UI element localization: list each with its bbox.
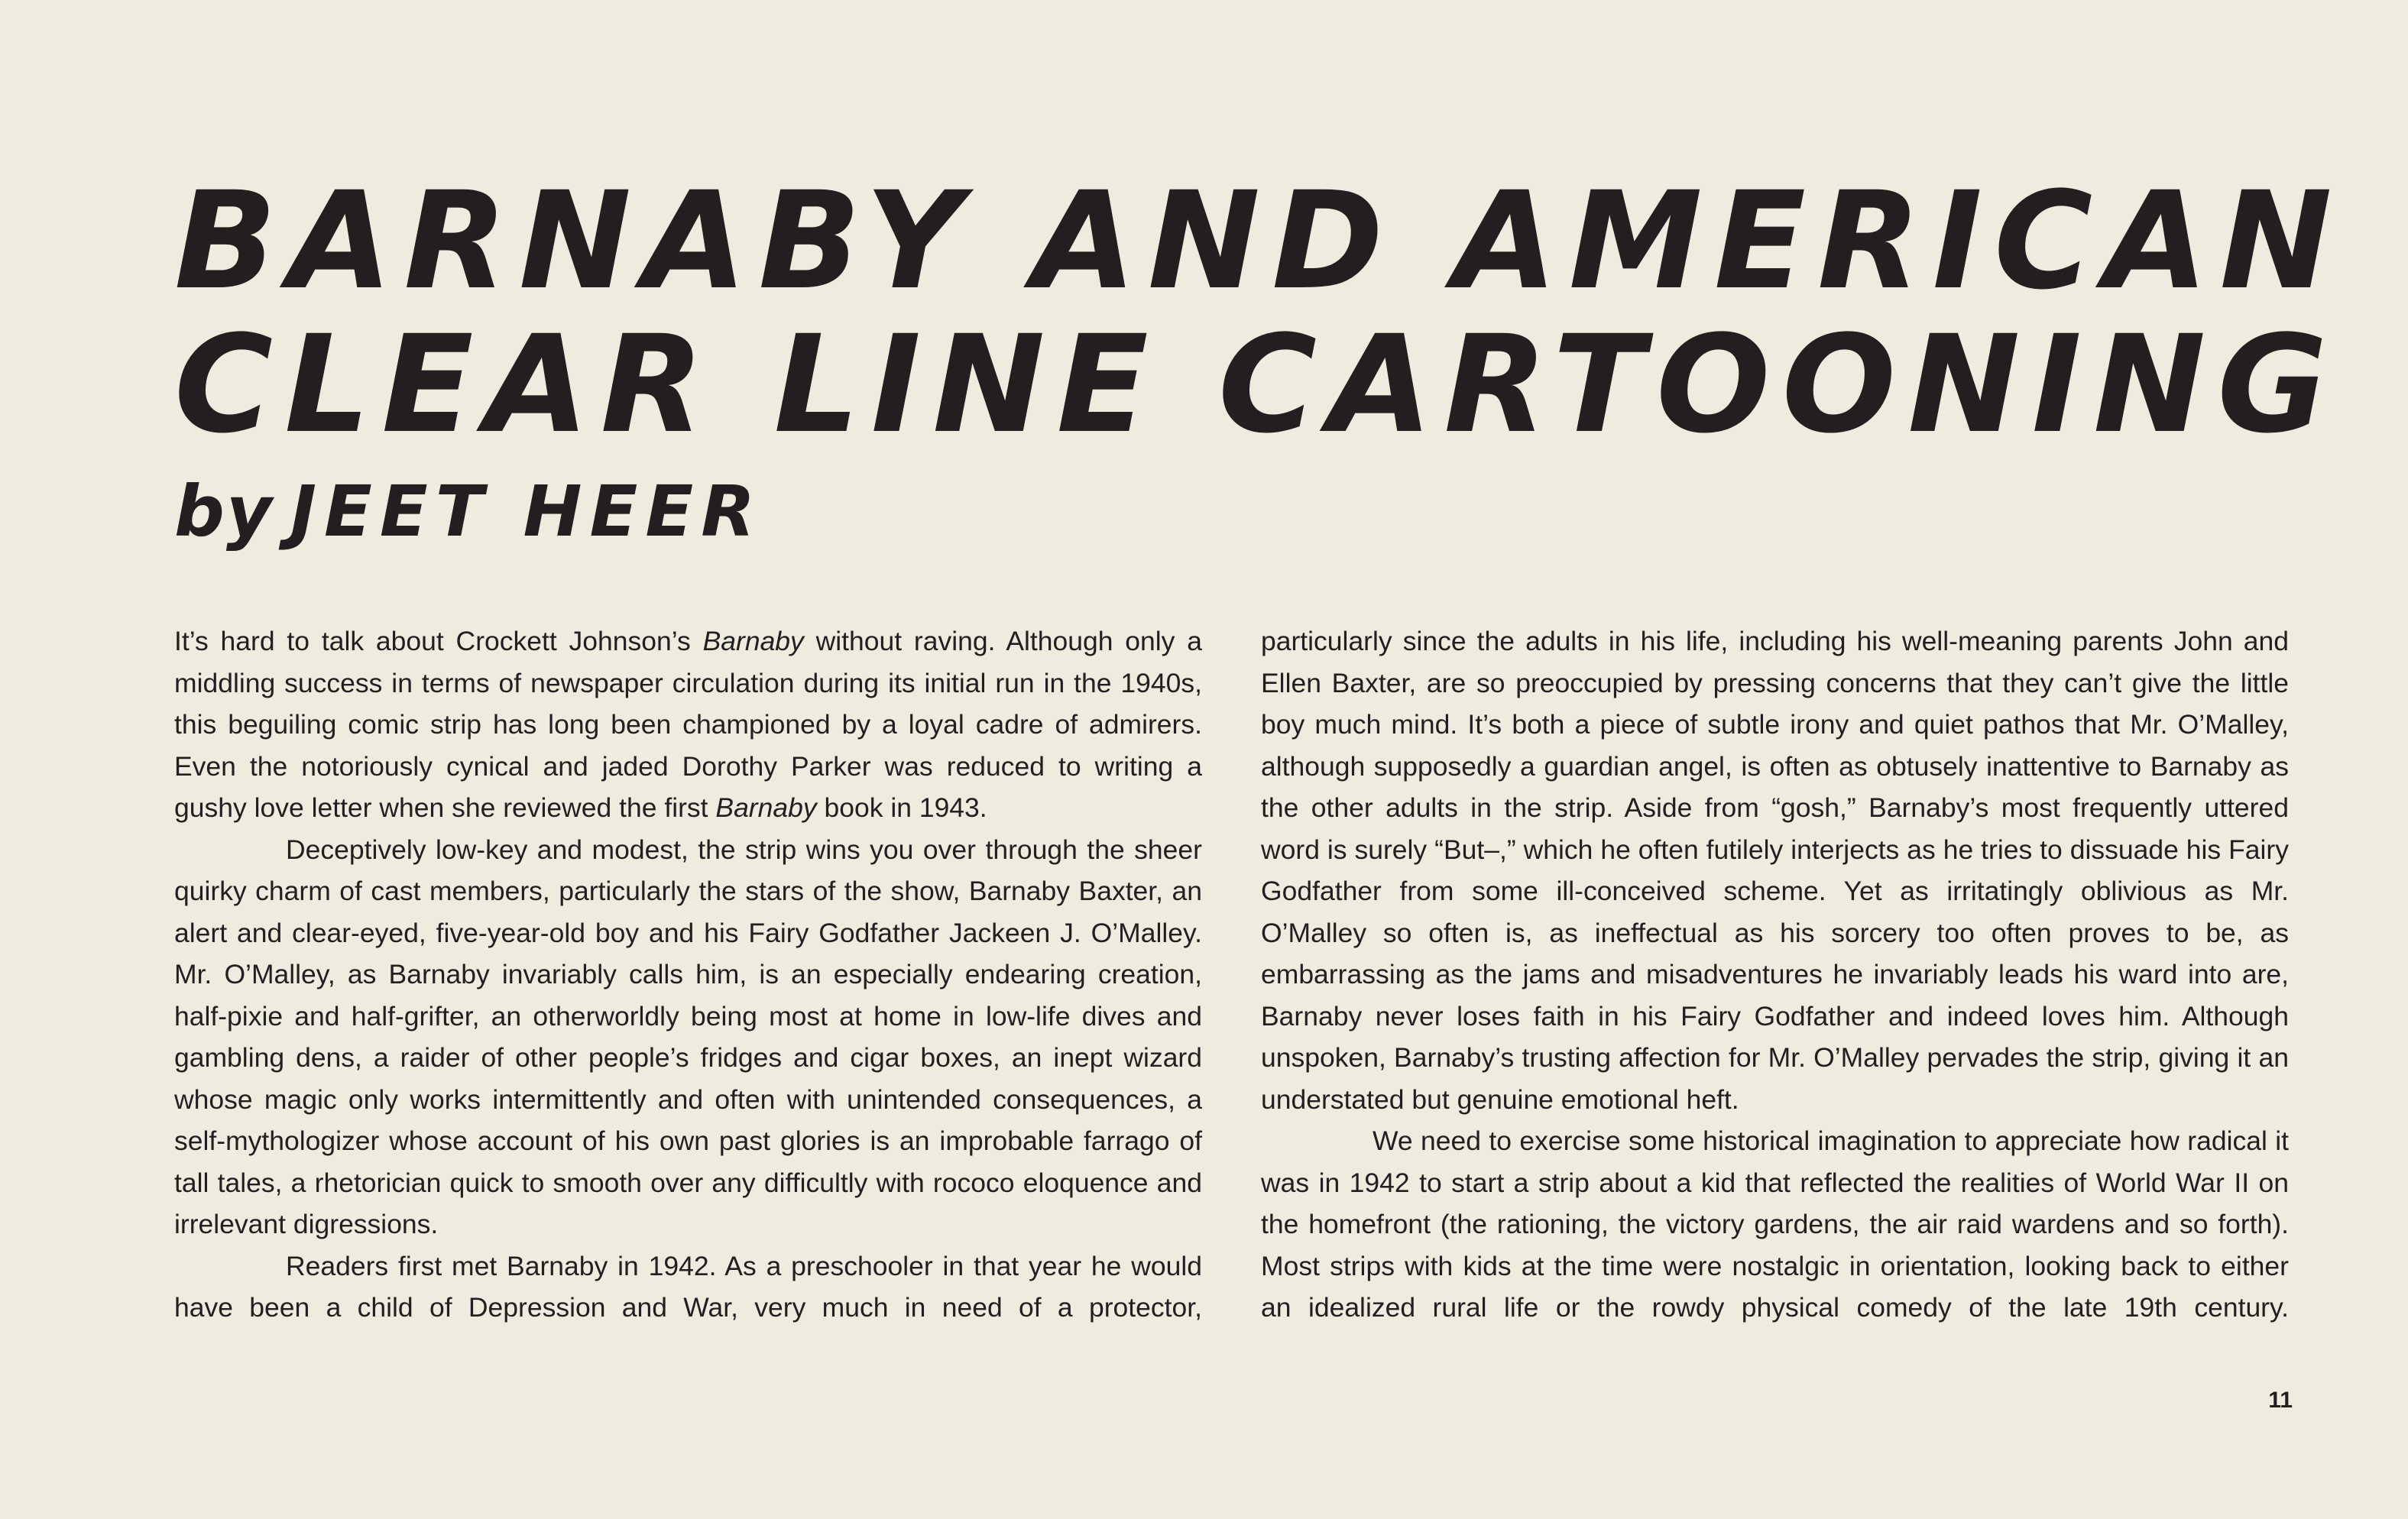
text-run: without raving. Although only a middling success in terms of newspaper circulation during its initial run in the 1940s, this beguiling comic strip has long been championed by a loyal cadre of admirers. Even the notoriously cynical and jaded Dorothy Parker was reduced to writing a gushy love letter when she reviewed the first: [174, 626, 1202, 823]
text-run: It’s hard to talk about Crockett Johnson’s: [174, 626, 703, 656]
paragraph: particularly since the adults in his life, including his well-meaning parents John and Ellen Baxter, are so preoccupied by pressing concerns that they can’t give the little boy much mind. It’s both a piece of subtle irony and quiet pathos that Mr. O’Malley, although supposedly a guardian angel, is often as obtusely inattentive to Barnaby as the other adults in the strip. Aside from “gosh,” Barnaby’s most frequently uttered word is surely “But–,” which he often futilely interjects as he tries to dissuade his Fairy Godfather from some ill-conceived scheme. Yet as irritatingly oblivious as Mr. O’Malley so often is, as ineffectual as his sorcery too often proves to be, as embarrassing as the jams and misadventures he invariably leads his ward into are, Barnaby never loses faith in his Fairy Godfather and indeed loves him. Although unspoken, Barnaby’s trusting affection for Mr. O’Malley pervades the strip, giving it an understated but genuine emotional heft.: [1261, 626, 2289, 1115]
body-column-left: [174, 620, 1202, 1329]
paragraph: [174, 620, 1202, 829]
article-title-line-1: BARNABY AND AMERICAN: [174, 163, 2344, 319]
page-number: 11: [2268, 1388, 2293, 1413]
body-column-right: [1261, 620, 2289, 1329]
paragraph: We need to exercise some historical imagination to appreciate how radical it was in 1942 to start a strip about a kid that reflected the realities of World War II on the homefront (the rationing, the victory gardens, the air raid wardens and so forth). Most strips with kids at the time were nostalgic in orientation, looking back to either an idealized rural life or the rowdy physical comedy of the late 19th century.: [1261, 1125, 2289, 1323]
italic-book-title: Barnaby: [702, 626, 804, 656]
paragraph: Deceptively low-key and modest, the strip wins you over through the sheer quirky charm of cast members, particularly the stars of the show, Barnaby Baxter, an alert and clear-eyed, five-year-old boy and his Fairy Godfather Jackeen J. O’Malley. Mr. O’Malley, as Barnaby invariably calls him, is an especially endearing creation, half-pixie and half-grifter, an otherworldly being most at home in low-life dives and gambling dens, a raider of other people’s fridges and cigar boxes, an inept wizard whose magic only works intermittently and often with unintended consequences, a self-mythologizer whose account of his own past glories is an improbable farrago of tall tales, a rhetorician quick to smooth over any difficultly with rococo eloquence and irrelevant digressions.: [174, 834, 1202, 1239]
byline: [174, 471, 763, 552]
text-run: book in 1943.: [816, 792, 987, 823]
italic-book-title: Barnaby: [715, 792, 817, 823]
byline-prefix: by: [174, 471, 274, 552]
author-name: JEET HEER: [290, 471, 763, 552]
paragraph: Readers first met Barnaby in 1942. As a preschooler in that year he would have been a child of Depression and War, very much in need of a protector,: [174, 1250, 1202, 1323]
article-title-line-2: CLEAR LINE CARTOONING: [174, 306, 2339, 463]
